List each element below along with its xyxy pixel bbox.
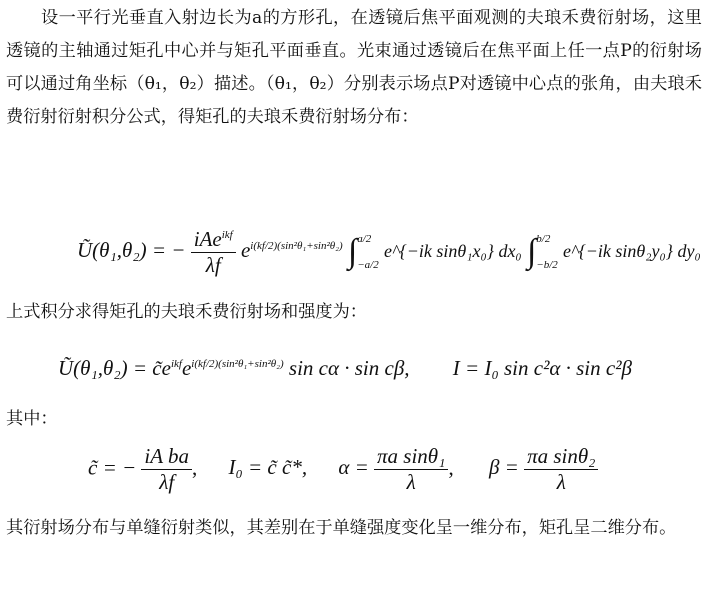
int2-limits: [536, 226, 557, 278]
eq3-c-num: iA ba: [141, 444, 192, 470]
result-intro-line: 上式积分求得矩孔的夫琅禾费衍射场和强度为：: [6, 302, 367, 322]
eq1-frac-den: λf: [205, 252, 221, 277]
int1-upper: a/2: [357, 233, 372, 245]
eq2-lhs: Ũ(θ₁,θ₂) = c̃e: [58, 356, 171, 380]
eq3-alpha-den: λ: [406, 470, 416, 494]
eq2-tail: sin cα · sin cβ,: [288, 356, 410, 380]
eq1-frac-num: iAe: [193, 226, 222, 251]
eq3-c-fraction: [141, 444, 192, 495]
eq1-frac-num-sup: ikf: [221, 228, 233, 241]
eq3-alpha-num: πa sinθ₁: [374, 444, 448, 470]
intro-paragraph: 设一平行光垂直入射边长为a的方形孔，在透镜后焦平面观测的夫琅禾费衍射场，这里透镜的主轴通过矩孔中心并与矩孔平面垂直。光束通过透镜后在焦平面上任一点P的衍射场可以通过角坐标（θ₁，θ₂）描述。（θ₁，θ₂）分别表示场点P对透镜中心点的张角，由夫琅禾费衍射衍射积分公式，得矩孔的夫琅禾费衍射场分布：: [6, 8, 702, 127]
int1-limits: [357, 226, 378, 278]
eq3-beta-fraction: [524, 444, 598, 495]
eq2-sup2: i(kf/2)(sin²θ₁+sin²θ₂): [191, 358, 284, 370]
eq3-c-den: λf: [159, 470, 175, 494]
eq1-exp-sup: i(kf/2)(sin²θ₁+sin²θ₂): [250, 239, 343, 252]
eq3-c-lhs: c̃ = −: [88, 455, 137, 480]
eq1-fraction: [191, 227, 236, 278]
int2-body: e^{−ik sinθ₂y₀} dy₀: [563, 240, 701, 261]
int1-body: e^{−ik sinθ₁x₀} dx₀: [383, 240, 522, 261]
eq3-beta-lhs: β =: [488, 455, 519, 480]
eq3-alpha-lhs: α =: [338, 455, 369, 480]
eq1-lhs: Ũ(θ₁,θ₂) = −: [77, 237, 186, 262]
integral-sign-2: ∫: [526, 233, 537, 270]
eq3-beta-num: πa sinθ₂: [524, 444, 598, 470]
conclusion-paragraph: 其衍射场分布与单缝衍射类似，其差别在于单缝强度变化呈一维分布，矩孔呈二维分布。: [6, 518, 677, 538]
eq2-sup1: ikf: [170, 358, 182, 370]
equation-field-intensity: [58, 356, 632, 381]
int1-lower: −a/2: [357, 259, 379, 271]
eq3-beta-den: λ: [556, 470, 566, 494]
where-line: 其中：: [6, 409, 58, 429]
eq3-alpha-fraction: [374, 444, 448, 495]
int2-lower: −b/2: [536, 259, 558, 271]
integral-sign-1: ∫: [347, 233, 358, 270]
eq2-e2: e: [181, 356, 192, 380]
equation-field-distribution: [77, 226, 701, 278]
eq2-intensity: I = I₀ sin c²α · sin c²β: [452, 356, 632, 380]
eq3-i0: I₀ = c̃ c̃*,: [228, 455, 308, 480]
equation-definitions: c̃ = − $\frac{\text{iA ba}}{\lambda f}$ , I₀ = c̃ c̃*, α = $\frac{\text{πa sinθ₁}}{\lambda}$ , β = $\frac{\text{πa sinθ₂}}{\lambda}$: [88, 444, 598, 495]
int2-upper: b/2: [536, 233, 551, 245]
eq1-exp-base: e: [240, 237, 251, 262]
